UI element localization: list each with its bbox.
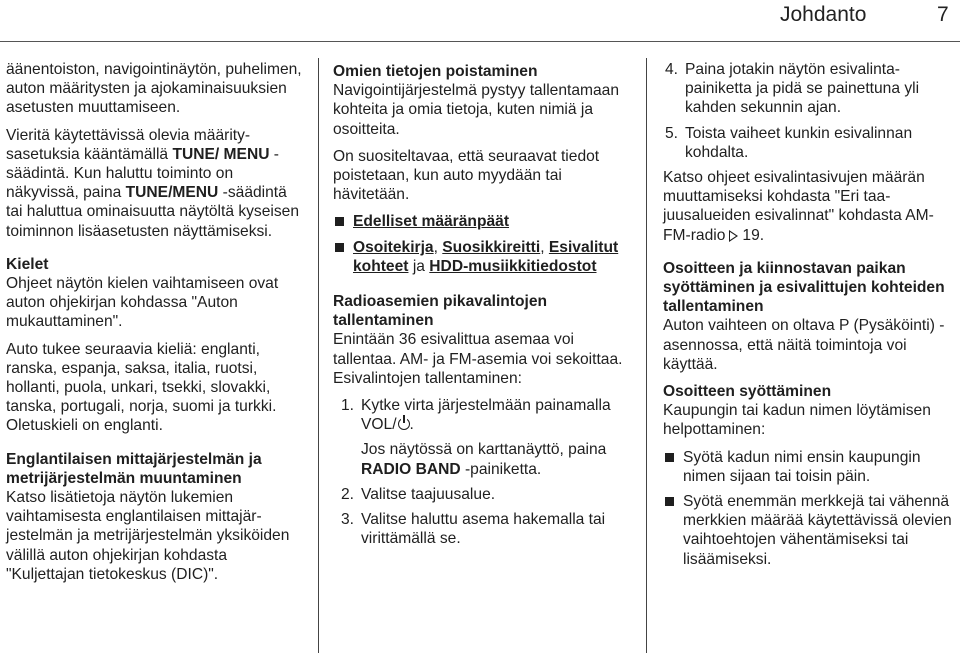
text: -säädintä. Kun haluttu toiminto on näkyvissä, paina bbox=[6, 145, 279, 202]
bullet-square-icon bbox=[665, 497, 674, 506]
paragraph bbox=[6, 126, 306, 241]
text: Jos näytössä on karttanäyttö, paina bbox=[361, 441, 607, 459]
heading-languages: Kielet bbox=[6, 255, 49, 273]
paragraph: Auto tukee seuraavia kieliä: englanti, ranska, espanja, saksa, italia, ruotsi, hollanti, puola, unkari, tsekki, slovakki, tanska, portugali, norja, suomi ja turkki. Oletuskieli on englanti. bbox=[6, 340, 277, 435]
heading-address-entry: Osoitteen syöttäminen bbox=[663, 383, 832, 401]
bullet-square-icon bbox=[335, 243, 344, 252]
step-number: 4. bbox=[665, 61, 679, 78]
step-number: 5. bbox=[665, 124, 679, 142]
heading-destination-entry: Osoitteen ja kiinnostavan paikan syöttäminen ja esivalittujen kohteiden tallentaminen bbox=[663, 259, 945, 316]
text: Katso ohjeet esivalintasivujen määrän muuttamiseksi kohdasta "Eri taajuusalueiden esivalinnat" kohdasta AM-FM-radio bbox=[663, 169, 934, 244]
column-left bbox=[6, 60, 306, 592]
page-number: 7 bbox=[937, 3, 949, 26]
column-divider bbox=[318, 58, 319, 653]
paragraph: On suositeltavaa, että seuraavat tiedot poistetaan, kun auto myydään tai hävitetään. bbox=[333, 147, 600, 204]
bullet-square-icon bbox=[665, 453, 674, 462]
paragraph: Katso lisätietoja näytön lukemien vaihtamisesta englantilaisen mittajärjestelmän ja metrijärjestelmän yksiköiden välillä auton ohjekirjan kohdasta "Kuljettajan tietokeskus (DIC)". bbox=[6, 489, 290, 583]
step-text: Valitse haluttu asema hakemalla tai virittämällä se. bbox=[361, 511, 606, 548]
text: -painiketta. bbox=[460, 460, 542, 478]
header-rule bbox=[0, 41, 960, 42]
heading-radio-presets: Radioasemien pikavalintojen tallentaminen bbox=[333, 293, 548, 330]
step-item bbox=[663, 124, 959, 162]
step-number: 2. bbox=[341, 485, 355, 503]
step-text: Kytke virta järjestelmään painamalla VOL/ bbox=[361, 397, 611, 434]
text: ja bbox=[412, 257, 425, 275]
list-item-text: Syötä kadun nimi ensin kaupungin nimen sijaan tai toisin päin. bbox=[683, 448, 921, 485]
heading-units: Englantilaisen mittajärjestelmän ja metrijärjestelmän muuntaminen bbox=[6, 450, 262, 487]
paragraph: äänentoiston, navigointinäytön, puhelimen, auton määritysten ja ajokaminaisuuksien asetusten muuttamiseen. bbox=[6, 61, 302, 117]
list-item-text: Edelliset määränpäät bbox=[353, 213, 510, 231]
column-middle bbox=[333, 62, 629, 554]
step-text: Paina jotakin näytön esivalintapainiketta ja pidä se painettuna yli kahden sekunnin ajan. bbox=[685, 61, 920, 117]
step-note bbox=[333, 440, 629, 478]
page-header bbox=[0, 0, 960, 43]
section-title: Johdanto bbox=[780, 3, 867, 26]
bullet-square-icon bbox=[335, 217, 344, 226]
list-item-text: HDD-musiikkitiedostot bbox=[429, 257, 597, 275]
power-icon bbox=[398, 418, 410, 430]
paragraph: Kaupungin tai kadun nimen löytämisen helpottaminen: bbox=[663, 402, 931, 439]
list-item-text: Esivalitut kohteet bbox=[353, 238, 619, 275]
list-item: Osoitekirja, Suosikkireitti, Esivalitut kohteet ja HDD-musiikkitiedostot bbox=[333, 238, 629, 276]
paragraph bbox=[663, 168, 959, 245]
text: -säädintä tai haluttua ominaisuutta näytöltä kyseisen toiminnon lisäasetusten näyttämiseksi. bbox=[6, 184, 299, 240]
control-name: TUNE/MENU bbox=[125, 184, 219, 202]
paragraph: Navigointijärjestelmä pystyy tallentamaan kohteita ja omia tietoja, kuten nimiä ja osoitteita. bbox=[333, 82, 620, 138]
heading-delete-data: Omien tietojen poistaminen bbox=[333, 63, 538, 80]
paragraph: Enintään 36 esivalittua asemaa voi tallentaa. AM- ja FM-asemia voi sekoittaa. Esivalintojen tallentaminen: bbox=[333, 331, 623, 387]
list-item-text: Suosikkireitti bbox=[442, 238, 541, 256]
control-name: RADIO BAND bbox=[361, 460, 461, 478]
paragraph: Auton vaihteen on oltava P (Pysäköinti) -asennossa, että näitä toimintoja voi käyttää. bbox=[663, 317, 945, 373]
step-text: Valitse taajuusalue. bbox=[361, 485, 496, 503]
text: Vieritä käytettävissä olevia määritysasetuksia kääntämällä bbox=[6, 126, 251, 163]
step-number: 1. bbox=[341, 397, 355, 415]
column-divider bbox=[646, 58, 647, 653]
list-item-text: Osoitekirja bbox=[353, 238, 434, 256]
control-name: TUNE/ MENU bbox=[172, 145, 270, 163]
step-item bbox=[333, 510, 629, 548]
list-item bbox=[663, 448, 959, 486]
list-item bbox=[333, 212, 629, 231]
list-item-text: Syötä enemmän merkkejä tai vähennä merkkien määrää käytettävissä olevien vaihtoehtojen vähentämiseksi tai lisäämiseksi. bbox=[683, 493, 952, 568]
step-item bbox=[333, 485, 629, 504]
page-reference-icon bbox=[729, 230, 738, 242]
step-text: Toista vaiheet kunkin esivalinnan kohdalta. bbox=[685, 124, 913, 161]
step-item bbox=[663, 60, 959, 118]
step-number: 3. bbox=[341, 511, 355, 529]
paragraph: Ohjeet näytön kielen vaihtamiseen ovat auton ohjekirjan kohdassa "Auton mukauttaminen". bbox=[6, 275, 279, 331]
page-reference: 19. bbox=[742, 226, 765, 244]
column-right bbox=[663, 60, 959, 575]
step-item: 1. Kytke virta järjestelmään painamalla VOL/ . bbox=[341, 397, 611, 434]
list-item bbox=[663, 492, 959, 569]
